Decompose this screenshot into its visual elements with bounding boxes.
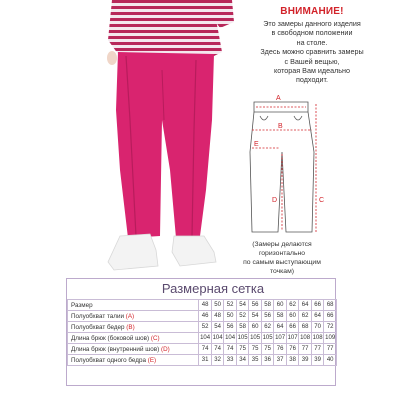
size-chart <box>66 278 336 386</box>
model-wearing-pink-pants <box>0 0 240 278</box>
measurement-notice <box>228 6 396 85</box>
table-cell: 70 <box>311 322 324 333</box>
table-cell: 35 <box>249 355 262 366</box>
table-cell: 107 <box>286 333 299 344</box>
notice-line: в свободном положении <box>271 28 353 38</box>
table-cell: 36 <box>261 355 274 366</box>
table-cell: 104 <box>224 333 237 344</box>
table-cell: 75 <box>261 344 274 355</box>
table-cell: 77 <box>324 344 337 355</box>
table-cell: 34 <box>236 355 249 366</box>
table-cell: 58 <box>274 311 287 322</box>
marker-b: B <box>278 123 283 130</box>
size-header-cell: 58 <box>261 300 274 311</box>
table-cell: 39 <box>299 355 312 366</box>
size-header-cell: 56 <box>249 300 262 311</box>
row-label-mark: (E) <box>147 356 157 364</box>
measure-lines <box>252 104 316 232</box>
diagram-note-line: (Замеры делаются <box>252 241 312 248</box>
hand <box>107 51 117 65</box>
table-cell: 77 <box>299 344 312 355</box>
table-cell: 104 <box>199 333 212 344</box>
table-cell: 76 <box>274 344 287 355</box>
marker-c: C <box>319 197 325 204</box>
table-cell: 105 <box>249 333 262 344</box>
size-chart-title: Размерная сетка <box>161 281 265 296</box>
table-cell: 52 <box>236 311 249 322</box>
table-cell: 74 <box>224 344 237 355</box>
table-cell: 75 <box>236 344 249 355</box>
size-header-label: Размер <box>68 300 199 311</box>
row-label-text: Полуобхват бедер <box>71 323 125 331</box>
table-cell: 60 <box>249 322 262 333</box>
row-label <box>68 355 199 366</box>
product-photo <box>0 0 240 278</box>
notice-line: Это замеры данного изделия <box>263 19 361 28</box>
row-label-mark: (A) <box>125 312 135 320</box>
table-cell: 40 <box>324 355 337 366</box>
row-label-text: Длина брюк (боковой шов) <box>71 334 150 342</box>
size-header-cell: 60 <box>274 300 287 311</box>
white-sneakers <box>108 234 216 270</box>
table-cell: 108 <box>299 333 312 344</box>
size-header-cell: 66 <box>311 300 324 311</box>
table-cell: 32 <box>211 355 224 366</box>
notice-line: Здесь можно сравнить замеры <box>260 47 364 57</box>
row-label-text: Длина брюк (внутренний шов) <box>71 345 160 353</box>
table-row <box>68 311 337 322</box>
size-table <box>67 299 337 366</box>
table-row <box>68 344 337 355</box>
table-cell: 37 <box>274 355 287 366</box>
size-header-cell: 50 <box>211 300 224 311</box>
table-cell: 74 <box>199 344 212 355</box>
striped-top <box>108 0 234 56</box>
table-row <box>68 355 337 366</box>
table-row <box>68 322 337 333</box>
size-header-cell: 64 <box>299 300 312 311</box>
size-header-row <box>68 300 337 311</box>
pink-pants <box>116 52 214 238</box>
row-label <box>68 322 199 333</box>
table-cell: 39 <box>311 355 324 366</box>
notice-text <box>228 19 396 85</box>
table-cell: 68 <box>299 322 312 333</box>
size-header-cell: 68 <box>324 300 337 311</box>
size-header-cell: 54 <box>236 300 249 311</box>
table-cell: 104 <box>211 333 224 344</box>
row-label-mark: (B) <box>126 323 135 331</box>
row-label <box>68 344 199 355</box>
notice-line: с Вашей вещью, <box>284 56 340 66</box>
table-row <box>68 333 337 344</box>
table-cell: 48 <box>211 311 224 322</box>
size-header-cell: 62 <box>286 300 299 311</box>
attention-heading: ВНИМАНИЕ! <box>280 6 344 17</box>
table-cell: 58 <box>236 322 249 333</box>
table-cell: 56 <box>224 322 237 333</box>
marker-d: D <box>272 197 278 204</box>
table-cell: 76 <box>286 344 299 355</box>
table-cell: 54 <box>211 322 224 333</box>
table-cell: 56 <box>261 311 274 322</box>
row-label <box>68 333 199 344</box>
notice-line: которая Вам идеально <box>274 66 350 76</box>
table-cell: 33 <box>224 355 237 366</box>
size-header-cell: 48 <box>199 300 212 311</box>
table-cell: 46 <box>199 311 212 322</box>
table-cell: 38 <box>286 355 299 366</box>
row-label-text: Полуобхват одного бедра <box>71 356 146 364</box>
row-label-text: Полуобхват талии <box>71 312 124 320</box>
table-cell: 60 <box>286 311 299 322</box>
diagram-note-line: точкам) <box>269 268 295 275</box>
table-cell: 77 <box>311 344 324 355</box>
table-cell: 66 <box>324 311 337 322</box>
table-cell: 31 <box>199 355 212 366</box>
table-cell: 109 <box>324 333 337 344</box>
marker-a: A <box>276 95 281 102</box>
table-cell: 50 <box>224 311 237 322</box>
size-header-cell: 52 <box>224 300 237 311</box>
row-label <box>68 311 199 322</box>
table-cell: 64 <box>311 311 324 322</box>
table-cell: 62 <box>299 311 312 322</box>
table-cell: 107 <box>274 333 287 344</box>
diagram-note-line: по самым выступающим <box>243 259 321 266</box>
table-cell: 75 <box>249 344 262 355</box>
table-cell: 72 <box>324 322 337 333</box>
size-table-body <box>68 300 337 366</box>
diagram-note-line: горизонтально <box>258 250 306 257</box>
table-cell: 54 <box>249 311 262 322</box>
trousers-measurement-diagram <box>242 92 332 242</box>
table-cell: 105 <box>236 333 249 344</box>
trousers-outline <box>250 102 314 232</box>
marker-e: E <box>254 141 259 148</box>
table-cell: 66 <box>286 322 299 333</box>
notice-line: подходит. <box>296 75 328 85</box>
table-cell: 108 <box>311 333 324 344</box>
table-cell: 64 <box>274 322 287 333</box>
table-cell: 74 <box>211 344 224 355</box>
row-label-mark: (C) <box>150 334 160 342</box>
table-cell: 52 <box>199 322 212 333</box>
notice-line: на столе. <box>296 37 328 47</box>
table-cell: 62 <box>261 322 274 333</box>
table-cell: 105 <box>261 333 274 344</box>
diagram-note <box>230 240 334 276</box>
row-label-mark: (D) <box>160 345 170 353</box>
